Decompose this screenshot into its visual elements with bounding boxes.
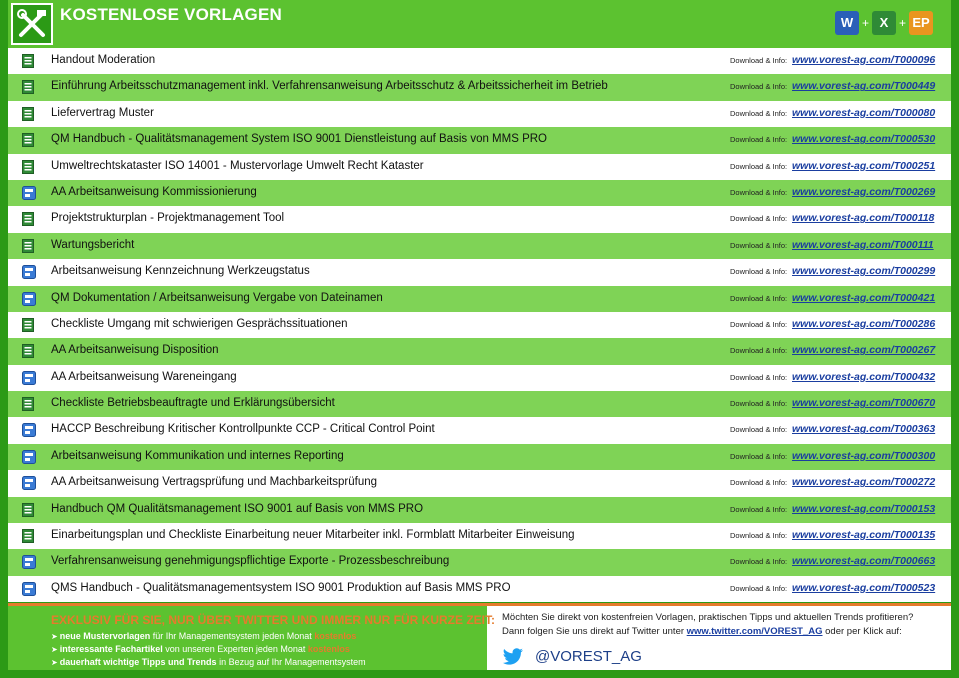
twitter-bird-icon[interactable] — [502, 648, 524, 666]
twitter-link[interactable]: www.twitter.com/VOREST_AG — [686, 626, 823, 637]
list-item[interactable] — [8, 127, 951, 153]
download-info-label: Download & Info: — [730, 478, 788, 488]
download-info-label: Download & Info: — [730, 451, 788, 461]
arrow-icon: ➤ — [51, 658, 58, 667]
download-link[interactable]: www.vorest-ag.com/T000251 — [792, 159, 936, 172]
document-icon — [22, 80, 34, 94]
download-link[interactable]: www.vorest-ag.com/T000153 — [792, 502, 936, 515]
list-item[interactable] — [8, 444, 951, 470]
document-icon — [22, 239, 34, 253]
download-link[interactable]: www.vorest-ag.com/T000272 — [792, 476, 936, 489]
page-title: KOSTENLOSE VORLAGEN — [60, 5, 282, 24]
template-title[interactable]: Liefervertrag Muster — [51, 106, 154, 119]
footer-item: ➤ neue Mustervorlagen für Ihr Managementsystem jeden Monat kostenlos — [51, 631, 357, 641]
download-info-label: Download & Info: — [730, 504, 788, 514]
list-item[interactable] — [8, 312, 951, 338]
process-icon — [22, 555, 34, 569]
process-icon — [22, 423, 34, 437]
process-icon — [22, 265, 34, 279]
arrow-icon: ➤ — [51, 645, 58, 654]
template-title[interactable]: Projektstrukturplan - Projektmanagement Tool — [51, 212, 285, 225]
template-title[interactable]: Arbeitsanweisung Kennzeichnung Werkzeugstatus — [51, 265, 310, 278]
document-icon — [22, 344, 34, 358]
excel-icon[interactable]: X — [872, 11, 896, 35]
footer-item: ➤ dauerhaft wichtige Tipps und Trends in Bezug auf Ihr Managementsystem — [51, 657, 366, 667]
template-title[interactable]: Umweltrechtskataster ISO 14001 - Mustervorlage Umwelt Recht Kataster — [51, 159, 424, 172]
list-item[interactable] — [8, 338, 951, 364]
template-title[interactable]: HACCP Beschreibung Kritischer Kontrollpunkte CCP - Critical Control Point — [51, 423, 435, 436]
download-link[interactable]: www.vorest-ag.com/T000663 — [792, 555, 936, 568]
footer-headline: EXKLUSIV FÜR SIE, NUR ÜBER TWITTER UND IMMER NUR FÜR KURZE ZEIT: — [51, 613, 495, 627]
document-icon — [22, 503, 34, 517]
download-info-label: Download & Info: — [730, 557, 788, 567]
template-title[interactable]: Einarbeitungsplan und Checkliste Einarbeitung neuer Mitarbeiter inkl. Formblatt Mitarbeiter Einweisung — [51, 529, 575, 542]
download-link[interactable]: www.vorest-ag.com/T000421 — [792, 291, 936, 304]
footer — [8, 603, 951, 670]
list-item[interactable] — [8, 206, 951, 232]
download-info-label: Download & Info: — [730, 531, 788, 541]
download-link[interactable]: www.vorest-ag.com/T000449 — [792, 80, 936, 93]
footer-item: ➤ interessante Fachartikel von unseren Experten jeden Monat kostenlos — [51, 644, 350, 654]
app-icons-group: W + X + EP — [835, 11, 933, 35]
document-icon — [22, 397, 34, 411]
word-icon[interactable]: W — [835, 11, 859, 35]
list-item[interactable] — [8, 48, 951, 74]
document-icon — [22, 160, 34, 174]
download-link[interactable]: www.vorest-ag.com/T000523 — [792, 581, 936, 594]
download-info-label: Download & Info: — [730, 161, 788, 171]
template-title[interactable]: Einführung Arbeitsschutzmanagement inkl. Verfahrensanweisung Arbeitsschutz & Arbeitssicherheit im Betrieb — [51, 80, 608, 93]
download-link[interactable]: www.vorest-ag.com/T000300 — [792, 449, 936, 462]
list-item[interactable] — [8, 497, 951, 523]
download-link[interactable]: www.vorest-ag.com/T000670 — [792, 397, 936, 410]
download-info-label: Download & Info: — [730, 372, 788, 382]
list-item[interactable] — [8, 101, 951, 127]
arrow-icon: ➤ — [51, 632, 58, 641]
template-title[interactable]: Handout Moderation — [51, 54, 156, 66]
download-info-label: Download & Info: — [730, 425, 788, 435]
download-info-label: Download & Info: — [730, 399, 788, 409]
template-title[interactable]: QM Handbuch - Qualitätsmanagement System ISO 9001 Dienstleistung auf Basis von MMS PRO — [51, 133, 547, 146]
download-info-label: Download & Info: — [730, 346, 788, 356]
download-link[interactable]: www.vorest-ag.com/T000135 — [792, 529, 936, 542]
download-info-label: Download & Info: — [730, 240, 788, 250]
download-link[interactable]: www.vorest-ag.com/T000299 — [792, 265, 936, 278]
download-info-label: Download & Info: — [730, 108, 788, 118]
list-item[interactable] — [8, 259, 951, 285]
download-link[interactable]: www.vorest-ag.com/T000530 — [792, 133, 936, 146]
process-icon — [22, 476, 34, 490]
download-info-label: Download & Info: — [730, 214, 788, 224]
download-info-label: Download & Info: — [730, 293, 788, 303]
process-icon — [22, 582, 34, 596]
twitter-handle[interactable]: @VOREST_AG — [535, 648, 642, 665]
list-item[interactable] — [8, 365, 951, 391]
template-title[interactable]: AA Arbeitsanweisung Kommissionierung — [51, 185, 257, 198]
document-icon — [22, 318, 34, 332]
tools-logo-icon — [11, 3, 53, 45]
process-icon — [22, 186, 34, 200]
template-title[interactable]: AA Arbeitsanweisung Vertragsprüfung und Machbarkeitsprüfung — [51, 476, 378, 489]
download-link[interactable]: www.vorest-ag.com/T000111 — [792, 238, 934, 251]
document-icon — [22, 212, 34, 226]
footer-promo — [8, 606, 495, 670]
header-bar — [8, 0, 951, 48]
download-info-label: Download & Info: — [730, 187, 788, 197]
document-icon — [22, 529, 34, 543]
download-link[interactable]: www.vorest-ag.com/T000096 — [792, 54, 936, 66]
footer-text: Möchten Sie direkt von kostenfreien Vorlagen, praktischen Tipps und aktuellen Trends profitieren? — [502, 612, 914, 623]
template-title[interactable]: Checkliste Umgang mit schwierigen Gesprächssituationen — [51, 317, 348, 330]
list-item[interactable] — [8, 233, 951, 259]
download-info-label: Download & Info: — [730, 583, 788, 593]
download-link[interactable]: www.vorest-ag.com/T000286 — [792, 317, 936, 330]
download-info-label: Download & Info: — [730, 56, 788, 65]
list-item[interactable] — [8, 523, 951, 549]
download-link[interactable]: www.vorest-ag.com/T000080 — [792, 106, 936, 119]
process-icon — [22, 450, 34, 464]
download-info-label: Download & Info: — [730, 82, 788, 92]
list-item[interactable] — [8, 417, 951, 443]
list-item[interactable] — [8, 549, 951, 575]
template-title[interactable]: QM Dokumentation / Arbeitsanweisung Vergabe von Dateinamen — [51, 291, 383, 304]
template-title[interactable]: AA Arbeitsanweisung Wareneingang — [51, 370, 237, 383]
download-info-label: Download & Info: — [730, 267, 788, 277]
template-list — [8, 48, 951, 602]
download-link[interactable]: www.vorest-ag.com/T000363 — [792, 423, 936, 436]
template-title[interactable]: QMS Handbuch - Qualitätsmanagementsystem ISO 9001 Produktion auf Basis MMS PRO — [51, 581, 511, 594]
list-item[interactable] — [8, 180, 951, 206]
list-item[interactable] — [8, 74, 951, 100]
template-title[interactable]: Verfahrensanweisung genehmigungspflichtige Exporte - Prozessbeschreibung — [51, 555, 450, 568]
download-link[interactable]: www.vorest-ag.com/T000267 — [792, 344, 936, 357]
document-icon — [22, 133, 34, 147]
list-item[interactable] — [8, 576, 951, 602]
document-icon — [22, 54, 34, 68]
download-link[interactable]: www.vorest-ag.com/T000118 — [792, 212, 935, 225]
template-title[interactable]: Wartungsbericht — [51, 238, 135, 251]
download-link[interactable]: www.vorest-ag.com/T000432 — [792, 370, 936, 383]
ep-icon[interactable]: EP — [909, 11, 933, 35]
template-title[interactable]: Handbuch QM Qualitätsmanagement ISO 9001 auf Basis von MMS PRO — [51, 502, 424, 515]
list-item[interactable] — [8, 154, 951, 180]
process-icon — [22, 292, 34, 306]
template-title[interactable]: AA Arbeitsanweisung Disposition — [51, 344, 219, 357]
list-item[interactable] — [8, 470, 951, 496]
download-link[interactable]: www.vorest-ag.com/T000269 — [792, 185, 936, 198]
download-info-label: Download & Info: — [730, 135, 788, 145]
download-info-label: Download & Info: — [730, 319, 788, 329]
template-title[interactable]: Checkliste Betriebsbeauftragte und Erklärungsübersicht — [51, 397, 335, 410]
process-icon — [22, 371, 34, 385]
template-title[interactable]: Arbeitsanweisung Kommunikation und internes Reporting — [51, 449, 344, 462]
list-item[interactable] — [8, 286, 951, 312]
document-icon — [22, 107, 34, 121]
list-item[interactable] — [8, 391, 951, 417]
footer-follow-text: Dann folgen Sie uns direkt auf Twitter unter www.twitter.com/VOREST_AG oder per Klick auf: — [502, 626, 902, 637]
